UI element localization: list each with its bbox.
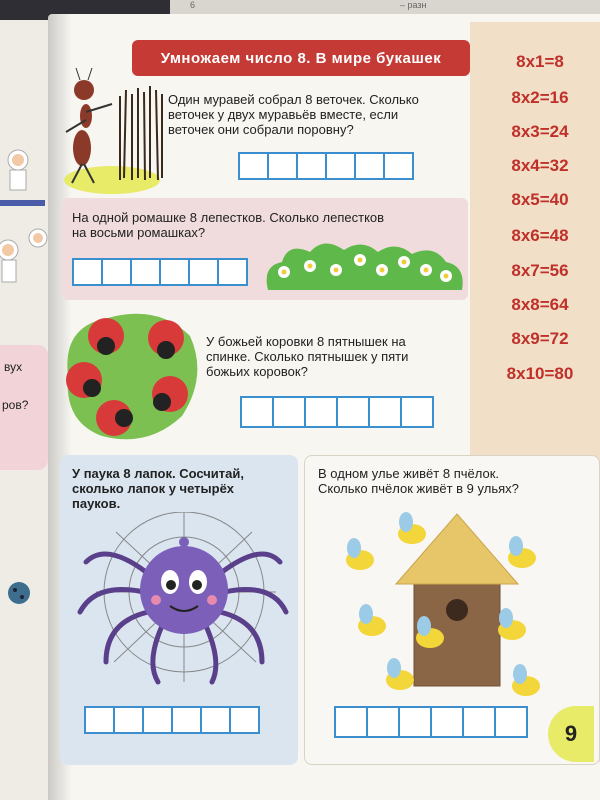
table-row: 8x1=8 — [516, 52, 564, 71]
table-row: 8x6=48 — [511, 226, 569, 245]
answer-box[interactable] — [188, 258, 219, 286]
page-number-label: 9 — [564, 721, 578, 746]
answer-box[interactable] — [398, 706, 432, 738]
answer-box[interactable] — [383, 152, 414, 180]
answer-boxes-daisies[interactable] — [72, 258, 246, 286]
bee — [346, 538, 374, 570]
answer-box[interactable] — [72, 258, 103, 286]
answer-box[interactable] — [217, 258, 248, 286]
answer-box[interactable] — [240, 396, 274, 428]
daisy-bush-illustration — [262, 236, 468, 292]
task-text-line: пауков. — [72, 496, 121, 511]
answer-box[interactable] — [325, 152, 356, 180]
table-row: 8x10=80 — [506, 364, 574, 383]
bee — [508, 536, 536, 568]
task-spider-text — [72, 466, 292, 511]
answer-box[interactable] — [101, 258, 132, 286]
table-row: 8x9=72 — [511, 329, 569, 348]
bee — [386, 658, 414, 690]
answer-box[interactable] — [400, 396, 434, 428]
answer-box[interactable] — [113, 706, 144, 734]
top-edge-number: 6 — [190, 0, 196, 10]
task-text-line: У божьей коровки 8 пятнышек на — [206, 334, 406, 349]
answer-box[interactable] — [229, 706, 260, 734]
task-text-line: веточек у двух муравьёв вместе, если — [168, 107, 399, 122]
answer-box[interactable] — [142, 706, 173, 734]
bee — [498, 608, 526, 640]
answer-boxes-ladybugs[interactable] — [240, 396, 432, 428]
answer-box[interactable] — [296, 152, 327, 180]
beehive-illustration — [340, 500, 550, 700]
answer-box[interactable] — [200, 706, 231, 734]
answer-box[interactable] — [336, 396, 370, 428]
task-text-line: У паука 8 лапок. Сосчитай, — [72, 466, 245, 481]
table-row: 8x7=56 — [511, 261, 569, 280]
answer-box[interactable] — [304, 396, 338, 428]
spider-illustration — [66, 512, 292, 692]
title-banner — [132, 40, 470, 76]
task-text-line: Один муравей собрал 8 веточек. Сколько — [168, 92, 419, 107]
task-ladybugs-text — [206, 334, 466, 379]
answer-box[interactable] — [159, 258, 190, 286]
ladybugs-illustration — [58, 306, 208, 448]
left-page-text: вух — [4, 360, 23, 374]
answer-box[interactable] — [238, 152, 269, 180]
task-text-line: спинке. Сколько пятнышек у пяти — [206, 349, 409, 364]
answer-box[interactable] — [171, 706, 202, 734]
answer-box[interactable] — [430, 706, 464, 738]
answer-box[interactable] — [354, 152, 385, 180]
answer-box[interactable] — [494, 706, 528, 738]
page-title: Умножаем число 8. В мире букашек — [160, 49, 442, 67]
bee — [358, 604, 386, 636]
answer-box[interactable] — [84, 706, 115, 734]
task-text-line: на восьми ромашках? — [72, 225, 206, 240]
answer-box[interactable] — [366, 706, 400, 738]
task-text-line: В одном улье живёт 8 пчёлок. — [318, 466, 499, 481]
task-text-line: веточек они собрали поровну? — [168, 122, 354, 137]
task-text-line: Сколько пчёлок живёт в 9 ульях? — [318, 481, 519, 496]
answer-boxes-ants[interactable] — [238, 152, 412, 180]
table-row: 8x8=64 — [511, 295, 569, 314]
ladybug — [152, 376, 188, 412]
answer-box[interactable] — [267, 152, 298, 180]
ball-illustration — [6, 578, 32, 608]
table-row: 8x5=40 — [511, 190, 569, 209]
bee — [512, 664, 540, 696]
table-row: 8x2=16 — [511, 88, 569, 107]
answer-box[interactable] — [334, 706, 368, 738]
answer-box[interactable] — [462, 706, 496, 738]
astronaut-illustration — [0, 130, 50, 310]
task-text-line: сколько лапок у четырёх — [72, 481, 235, 496]
task-bees-text — [318, 466, 588, 496]
table-row: 8x3=24 — [511, 122, 569, 141]
answer-box[interactable] — [272, 396, 306, 428]
answer-box[interactable] — [368, 396, 402, 428]
ladybug — [66, 362, 102, 398]
answer-box[interactable] — [130, 258, 161, 286]
ant-illustration — [62, 68, 167, 194]
task-ants-text — [168, 92, 468, 137]
task-text-line: На одной ромашке 8 лепестков. Сколько лепестков — [72, 210, 385, 225]
table-row: 8x4=32 — [511, 156, 569, 175]
top-edge-word: – разн — [400, 0, 427, 10]
left-page-text: ров? — [2, 398, 29, 412]
answer-boxes-bees[interactable] — [334, 706, 526, 738]
answer-boxes-spider[interactable] — [84, 706, 258, 734]
bee — [398, 512, 426, 544]
task-text-line: божьих коровок? — [206, 364, 308, 379]
